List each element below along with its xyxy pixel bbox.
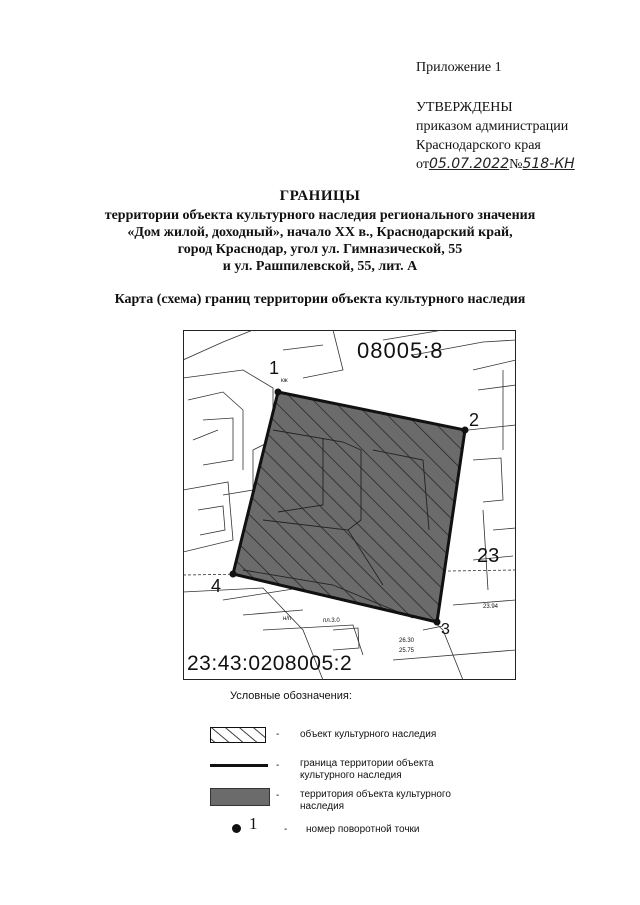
legend-swatch-boundary: [210, 764, 268, 767]
cadastral-23-label: 23: [477, 545, 500, 567]
map-tiny-label: пл.3.0: [323, 618, 340, 624]
legend-text-boundary: граница территории объекта культурного наследия: [300, 758, 434, 781]
legend-dash: -: [276, 760, 280, 771]
legend-point-dot: [232, 824, 241, 833]
approved-by-order: приказом администрации: [416, 119, 569, 134]
number-prefix: №: [509, 157, 523, 172]
title-line-1: территории объекта культурного наследия регионального значения: [104, 208, 536, 223]
point-label-2: 2: [469, 410, 480, 430]
point-label-4: 4: [211, 576, 222, 596]
approved-region: Краснодарского края: [416, 138, 541, 153]
title-line-2: «Дом жилой, доходный», начало XX в., Краснодарский край,: [127, 225, 513, 240]
legend-dash: -: [276, 729, 280, 740]
title-line-4: и ул. Рашпилевской, 55, лит. А: [222, 259, 418, 274]
legend-text-point: номер поворотной точки: [306, 824, 420, 835]
map-tiny-label: 25.75: [399, 648, 415, 654]
title-heading: ГРАНИЦЫ: [279, 188, 361, 204]
cadastral-bottom-label: 23:43:0208005:2: [187, 652, 353, 675]
date-prefix: от: [416, 157, 429, 172]
map-tiny-label: кж: [281, 378, 288, 384]
legend-swatch-hatch: [210, 727, 266, 743]
date-value: 05.07.2022: [428, 156, 510, 172]
appendix-label: Приложение 1: [416, 60, 502, 75]
approved-heading: УТВЕРЖДЕНЫ: [416, 100, 513, 115]
legend-dash: -: [276, 790, 280, 801]
legend-text-territory: территория объекта культурного наследия: [300, 789, 451, 812]
legend-dash: -: [284, 824, 288, 835]
cadastral-top-label: 08005:8: [357, 338, 444, 363]
legend-point-number: 1: [249, 814, 258, 833]
number-value: 518-КН: [522, 156, 575, 172]
title-line-3: город Краснодар, угол ул. Гимназической, 55: [177, 242, 463, 257]
legend-text-object: объект культурного наследия: [300, 729, 437, 740]
map-tiny-label: 26.30: [399, 638, 415, 644]
legend-title: Условные обозначения:: [230, 690, 352, 702]
map-caption: Карта (схема) границ территории объекта культурного наследия: [114, 292, 526, 307]
map-tiny-label: 23.94: [483, 604, 499, 610]
point-label-3: 3: [441, 621, 450, 638]
point-label-1: 1: [269, 358, 280, 378]
legend-swatch-territory: [210, 788, 270, 806]
map-tiny-label: н/п: [283, 616, 292, 622]
